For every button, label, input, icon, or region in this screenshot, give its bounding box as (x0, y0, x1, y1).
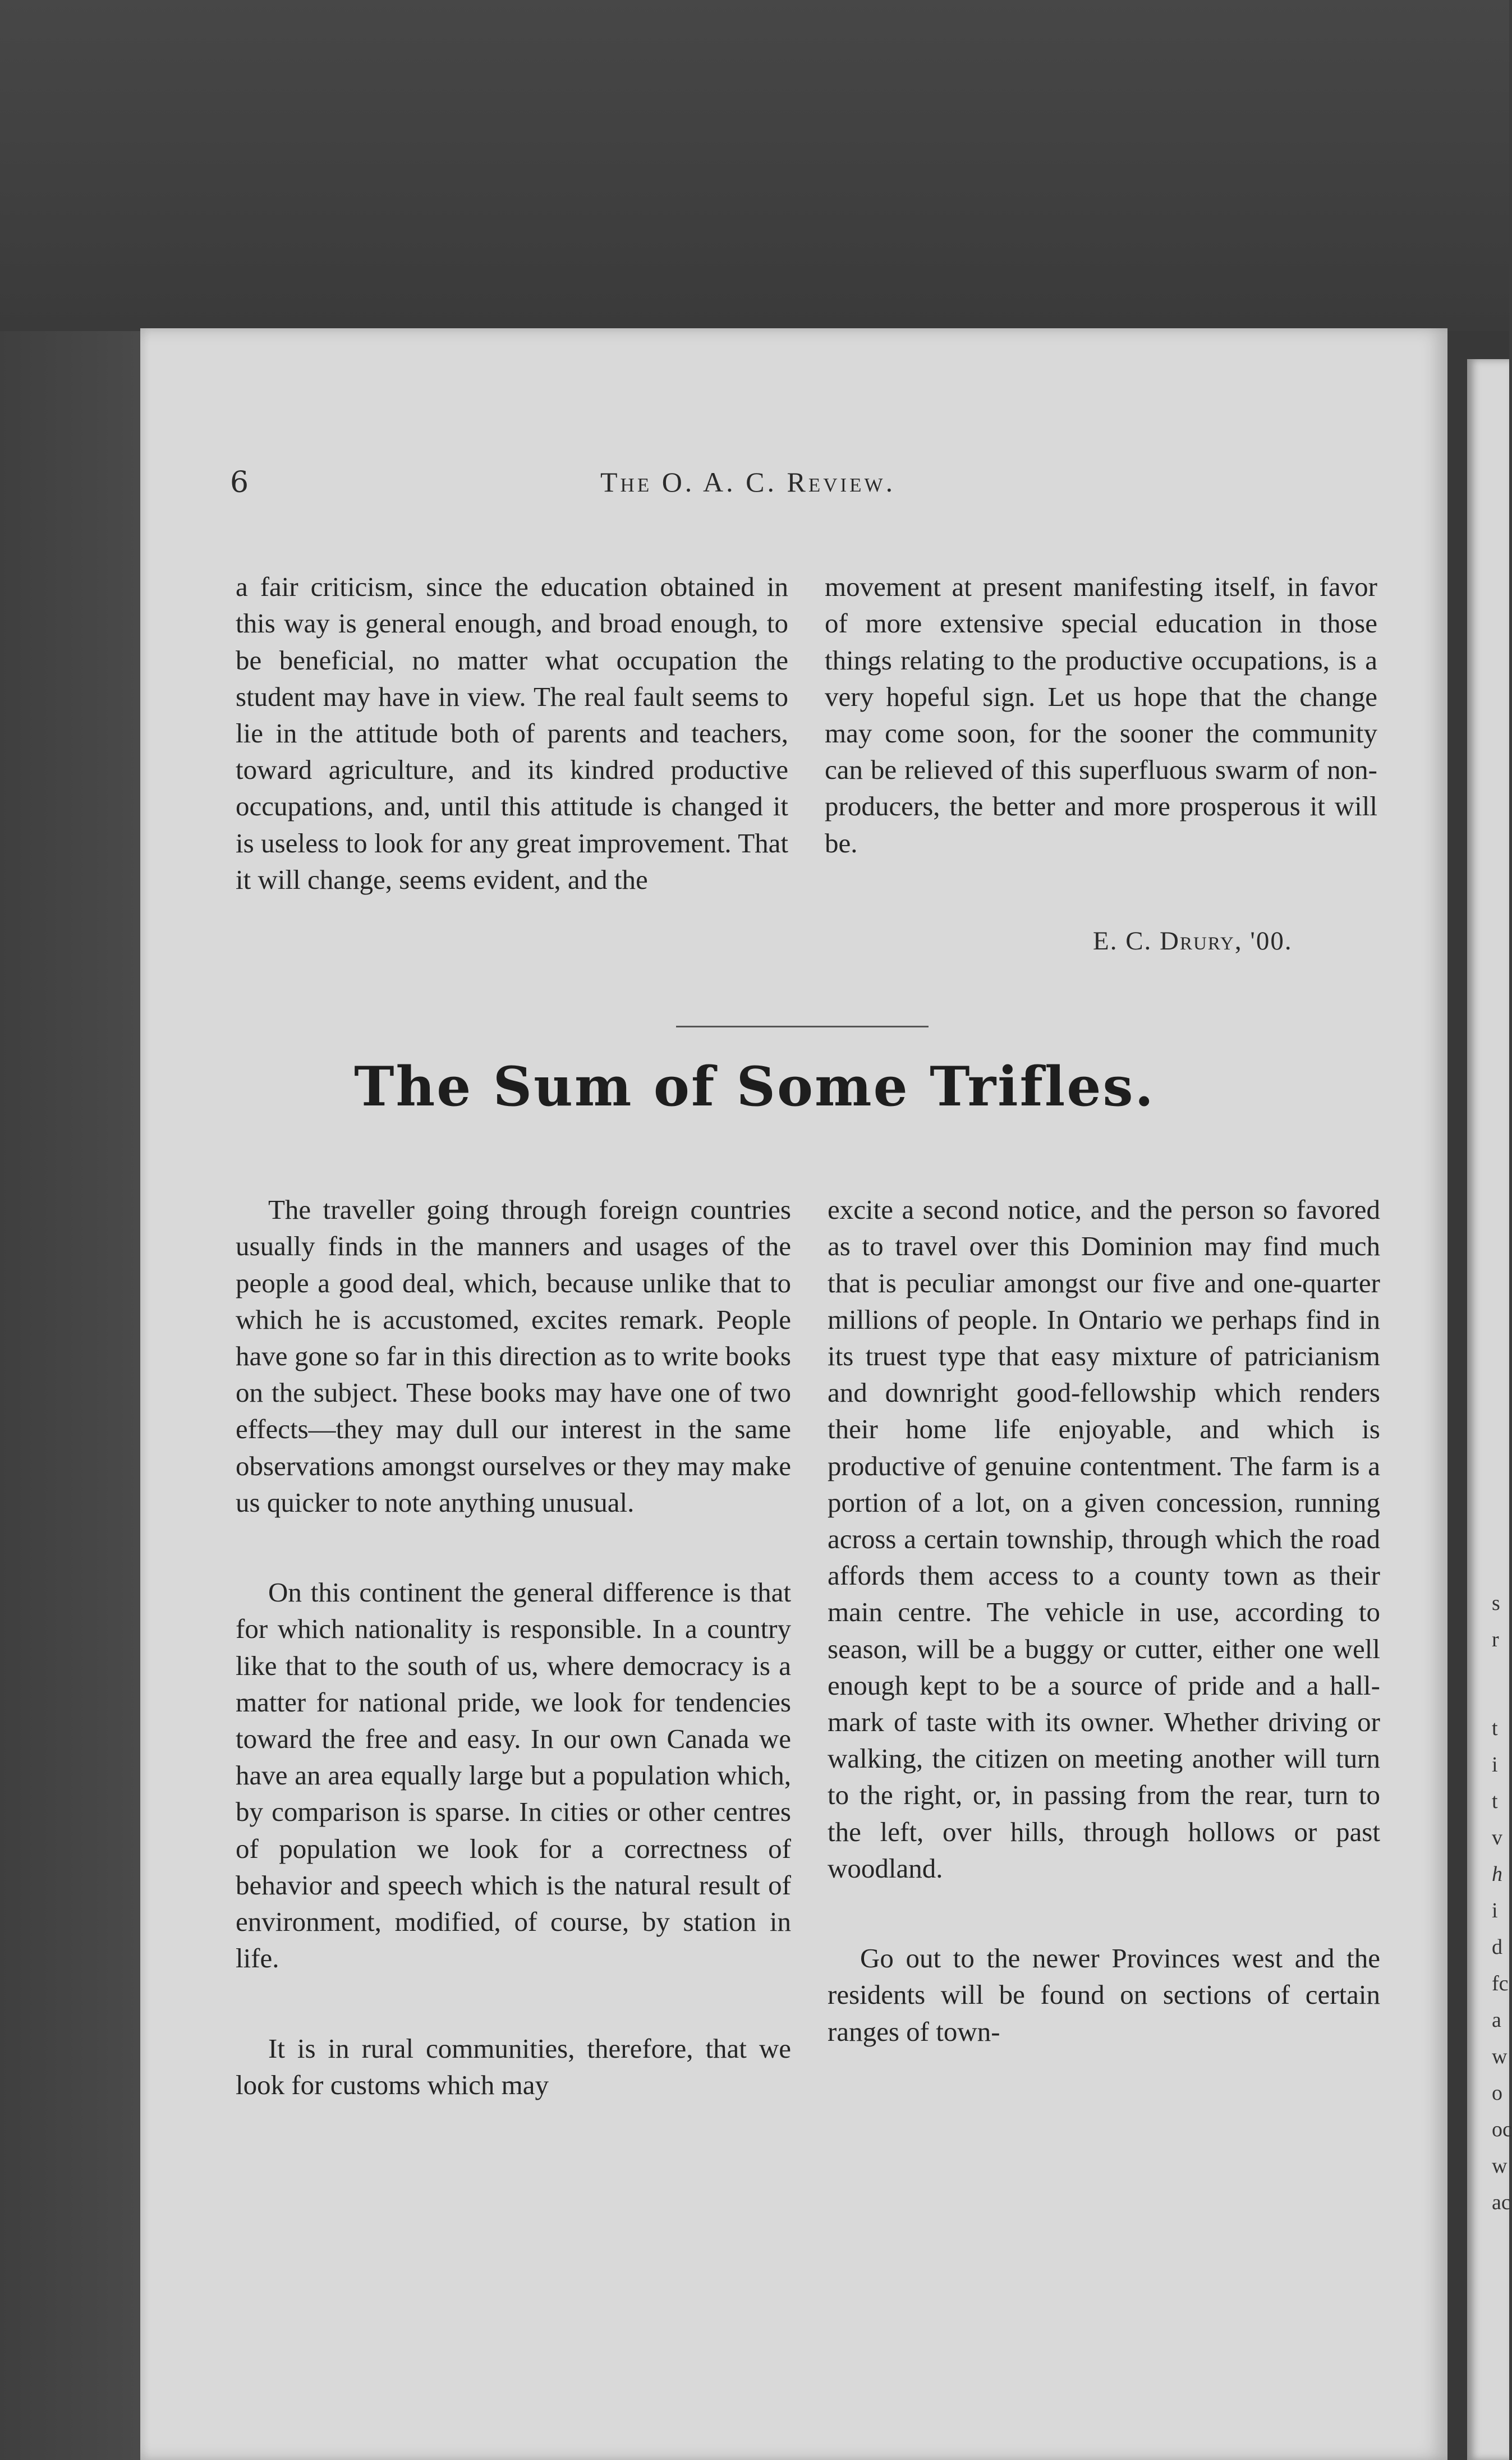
previous-article-right-column (825, 532, 1377, 898)
paragraph: The traveller going through foreign countries usually finds in the manners and usages of the people a good deal, which, because unlike that to which he is accustomed, excites remark. People have gone so far in this direction as to write books on the subject. These books may have one of two effects—they may dull our interest in the same observations amongst ourselves or they may make us quicker to note anything unusual. (236, 1194, 791, 1518)
adjacent-page-fragment: w (1492, 2154, 1508, 2178)
paragraph: Go out to the newer Provinces west and the residents will be found on sections of certain ranges of town- (828, 1943, 1380, 2047)
adjacent-page-fragment: h (1492, 1862, 1502, 1886)
article-title: The Sum of Some Trifles. (354, 1055, 1155, 1118)
adjacent-page-fragment: oc (1492, 2118, 1512, 2141)
section-divider (676, 1026, 929, 1027)
adjacent-page-fragment: i (1492, 1753, 1498, 1777)
page-header (230, 466, 1049, 505)
article-right-column (828, 1155, 1380, 2086)
paragraph: On this continent the general difference is that for which nationality is responsible. In a country like that to the south of us, where democracy is a matter for national pride, we look for tendencies toward the free and easy. In our own Canada we have an area equally large but a population which, by comparison is sparse. In cities or other centres of population we look for a correctness of behavior and speech which is the natural result of environment, modified, of course, by station in life. (236, 1577, 791, 1974)
adjacent-page-fragment: r (1492, 1628, 1499, 1651)
adjacent-page-fragment: fc (1492, 1972, 1509, 1995)
paragraph: excite a second notice, and the person so favored as to travel over this Dominion may find much that is peculiar amongst our five and one-quarter millions of people. In Ontario we perhaps find in its truest type that easy mixture of patricianism and downright good-fellowship which renders their home life enjoyable, and which is productive of genuine contentment. The farm is a portion of a lot, on a given concession, running across a certain township, through which the road affords them access to a county town as their main centre. The vehicle in use, according to season, will be a buggy or cutter, either one well enough kept to be a source of pride and a hall-mark of taste with its owner. Whether driving or walking, the citizen on meeting another will turn to the right, or, in passing from the rear, turn to the left, over hills, through hollows or past woodland. (828, 1194, 1380, 1884)
paragraph: a fair criticism, since the education obtained in this way is general enough, and broad enough, to be beneficial, no matter what occupation the student may have in view. The real fault seems to lie in the attitude both of parents and teachers, toward agriculture, and its kindred productive occupations, and, until this attitude is changed it is useless to look for any great improvement. That it will change, seems evident, and the (236, 571, 788, 895)
author-signature: E. C. Drury, '00. (1093, 926, 1293, 956)
page-number: 6 (230, 466, 249, 499)
scanner-background-top (0, 0, 1509, 331)
adjacent-page-edge (1467, 359, 1512, 2460)
adjacent-page-fragment: o (1492, 2081, 1502, 2105)
scanner-background-left (0, 331, 140, 2460)
adjacent-page-fragment: t (1492, 1789, 1498, 1813)
adjacent-page-fragment: ac (1492, 2191, 1511, 2214)
adjacent-page-fragment: s (1492, 1591, 1500, 1615)
running-title: The O. A. C. Review. (600, 466, 896, 498)
adjacent-page-fragment: v (1492, 1826, 1502, 1849)
adjacent-page-fragment: d (1492, 1935, 1502, 1959)
adjacent-page-fragment: w (1492, 2045, 1508, 2068)
adjacent-page-fragment: a (1492, 2008, 1501, 2032)
paragraph: movement at present manifesting itself, in favor of more extensive special education in those things relating to the productive occupations, is a very hopeful sign. Let us hope that the change may come soon, for the sooner the community can be relieved of this superfluous swarm of non-producers, the better and more prosperous it will be. (825, 571, 1377, 859)
adjacent-page-fragment: i (1492, 1899, 1498, 1922)
previous-article-left-column (236, 532, 788, 934)
adjacent-page-fragment: t (1492, 1717, 1498, 1740)
paragraph: It is in rural communities, therefore, that we look for customs which may (236, 2032, 791, 2100)
article-left-column (236, 1155, 791, 2140)
